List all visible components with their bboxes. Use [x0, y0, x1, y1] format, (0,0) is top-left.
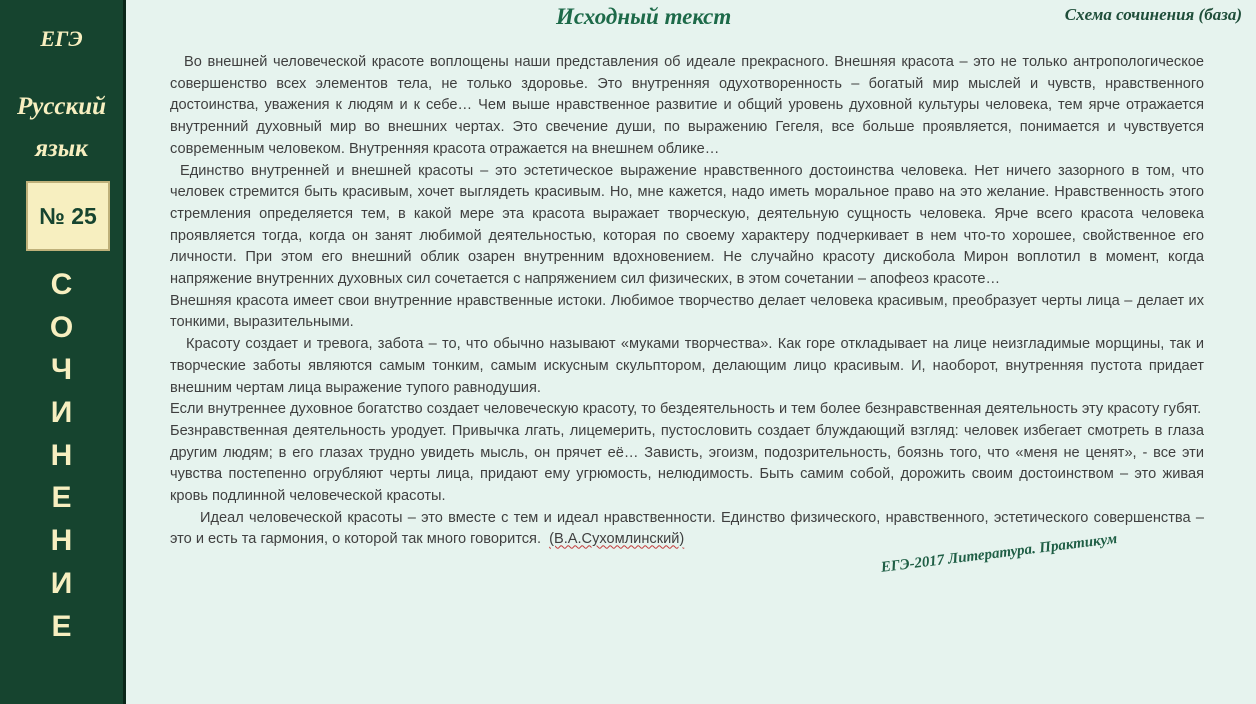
text-paragraph: Безнравственная деятельность уродует. Привычка лгать, лицемерить, пустословить создает блуждающий взгляд: человек избегает смотреть в глаза другим людям; в его глазах трудно увидеть мысль, он прячет её… Зависть, эгоизм, подозрительность, боязнь того, что «меня не ценят», - все эти чувства постепенно огрубляют черты лица, придают ему угрюмость, нелюдимость. Быть самим собой, дорожить своим достоинством – это живая кровь подлинной человеческой красоты. — [170, 422, 1204, 505]
sidebar — [0, 0, 126, 704]
watermark-caption: ЕГЭ-2017 Литература. Практикум — [880, 531, 1119, 576]
task-number-badge: № 25 — [26, 181, 110, 251]
source-text — [170, 52, 1204, 551]
text-paragraph: Внешняя красота имеет свои внутренние нравственные истоки. Любимое творчество делает человека красивым, преобразует черты лица – делает их тонкими, выразительными. — [170, 292, 1204, 331]
subject-label — [0, 86, 123, 170]
vertical-letter: И — [50, 566, 73, 600]
page-title: Исходный текст — [556, 4, 732, 29]
vertical-letter: Е — [51, 609, 72, 643]
text-paragraph: Во внешней человеческой красоте воплощены наши представления об идеале прекрасного. Внешняя красота – это не только антропологическое совершенство всех элементов тела, не только здоровье. Это внутренняя одухотворенность – богатый мир мыслей и чувств, нравственного достоинства, уважения к людям и к себе… Чем выше нравственное развитие и общий уровень духовной культуры человека, тем ярче отражается внутренний духовный мир во внешних чертах. Это свечение души, по выражению Гегеля, все больше проявляется, понимается и чувствуется современным человеком. Внутренняя красота отражается на внешнем облике… — [170, 54, 1204, 157]
exam-label: ЕГЭ — [40, 26, 83, 51]
subject-line-2: язык — [35, 135, 88, 162]
final-paragraph-text: Идеал человеческой красоты – это вместе с тем и идеал нравственности. Единство физического, нравственного, эстетического совершенства – это и есть та гармония, о которой так много говорится. — [170, 509, 1204, 548]
text-paragraph: Если внутреннее духовное богатство создает человеческую красоту, то бездеятельность и тем более безнравственная деятельность эту красоту губят. — [170, 401, 1202, 418]
scheme-link[interactable]: Схема сочинения (база) — [1064, 5, 1242, 24]
author-attribution: (В.А.Сухомлинский) — [549, 531, 685, 548]
vertical-letter: Ч — [50, 353, 73, 387]
vertical-letter: И — [50, 396, 73, 430]
text-paragraph: Единство внутренней и внешней красоты – это эстетическое выражение нравственного достоинства человека. Нет ничего зазорного в том, что человек стремится быть красивым, хочет выглядеть красивым. Но, мне кажется, надо иметь моральное право на это желание. Нравственность этого стремления определяется тем, в какой мере эта красота выражает творческую, деятельную сущность человека. Ярче всего красота человека проявляется тогда, когда он занят любимой деятельностью, которая по своему характеру подчеркивает в нем что-то хорошее, свойственное его личности. При этом его внешний облик озарен внутренним вдохновением. Не случайно красоту дискобола Мирон воплотил в момент, когда напряжение внутренних духовных сил сочетается с напряжением сил физических, в этом сочетании – апофеоз красоте… — [170, 162, 1204, 288]
text-paragraph: Красоту создает и тревога, забота – то, что обычно называют «муками творчества». Как горе откладывает на лице неизгладимые морщины, так и творческие заботы являются самым тонким, самым искусным скульптором, делающим лицо красивым. И, наоборот, внутренняя пустота придает внешним чертам лица выражение тупого равнодушия. — [170, 336, 1204, 396]
vertical-letter: Н — [50, 438, 73, 472]
vertical-letter: Н — [50, 524, 73, 558]
vertical-word — [0, 264, 123, 648]
vertical-letter: О — [49, 310, 74, 344]
vertical-letter: С — [50, 268, 73, 301]
vertical-letter: Е — [51, 481, 72, 515]
subject-line-1: Русский — [16, 93, 107, 120]
